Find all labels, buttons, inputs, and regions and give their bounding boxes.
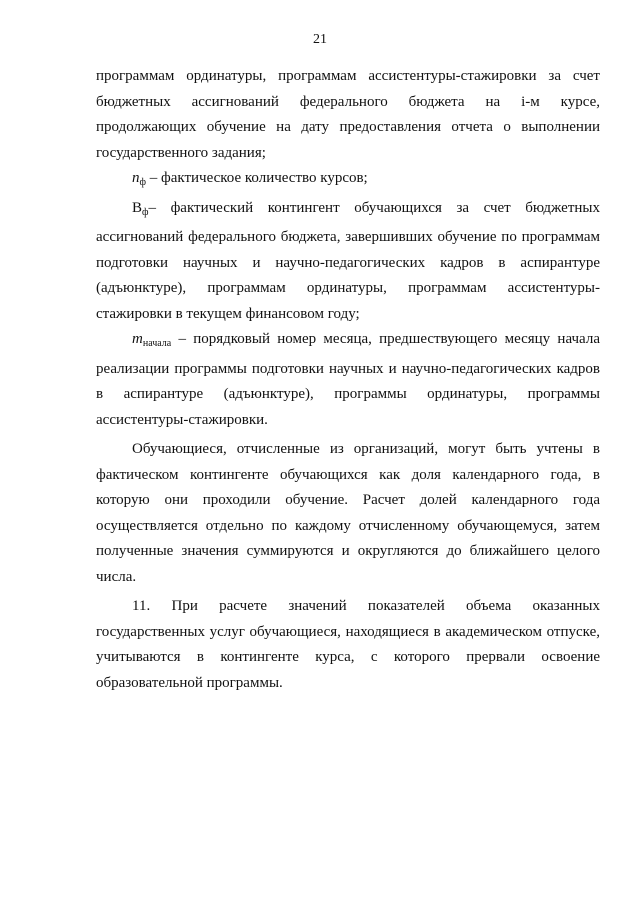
paragraph-expelled-students — [96, 437, 600, 590]
paragraph-n-f-definition — [96, 166, 600, 196]
symbol-subscript: ф — [139, 177, 146, 188]
symbol-subscript: ф — [142, 206, 149, 218]
paragraph-text: Обучающиеся, отчисленные из организаций, могут быть учтены в фактическом контингенте обучающихся как доля календарного года, в которую они проходили обучение. Расчет долей календарного года осуществляется отдельно по каждому отчисленному обучающемуся, затем полученные значения суммируются и округляются до ближайшего целого числа. — [96, 441, 600, 585]
page-number: 21 — [313, 32, 327, 47]
paragraph-text: – фактическое количество курсов; — [145, 170, 368, 186]
paragraph-text: программам ординатуры, программам ассистентуры-стажировки за счет бюджетных ассигнований федерального бюджета на i-м курсе, продолжающих обучение на дату предоставления отчета о выполнении государственного задания; — [96, 68, 600, 161]
document-body — [96, 64, 600, 696]
paragraph-text: – порядковый номер месяца, предшествующего месяцу начала реализации программы подготовки научных и научно-педагогических кадров в аспирантуре (адъюнктуре), программы ординатуры, программы ассистентуры-стажировки. — [96, 331, 600, 428]
paragraph-text: 11. При расчете значений показателей объема оказанных государственных услуг обучающиеся, находящиеся в академическом отпуске, учитываются в контингенте курса, с которого прервали освоение образовательной программы. — [96, 598, 600, 691]
symbol-m: m — [132, 331, 143, 347]
paragraph-text: – фактический контингент обучающихся за счет бюджетных ассигнований федерального бюджета, завершивших обучение по программам подготовки научных и научно-педагогических кадров в аспирантуре (адъюнктуре), программам ординатуры, программам ассистентуры-стажировки в текущем финансовом году; — [96, 199, 600, 322]
paragraph-b-f-definition — [96, 196, 600, 328]
paragraph-section-11 — [96, 594, 600, 696]
symbol-b: B — [132, 199, 143, 216]
paragraph-continuation — [96, 64, 600, 166]
symbol-n: n — [132, 170, 140, 186]
symbol-subscript: начала — [142, 338, 172, 349]
paragraph-m-start-definition — [96, 327, 600, 433]
